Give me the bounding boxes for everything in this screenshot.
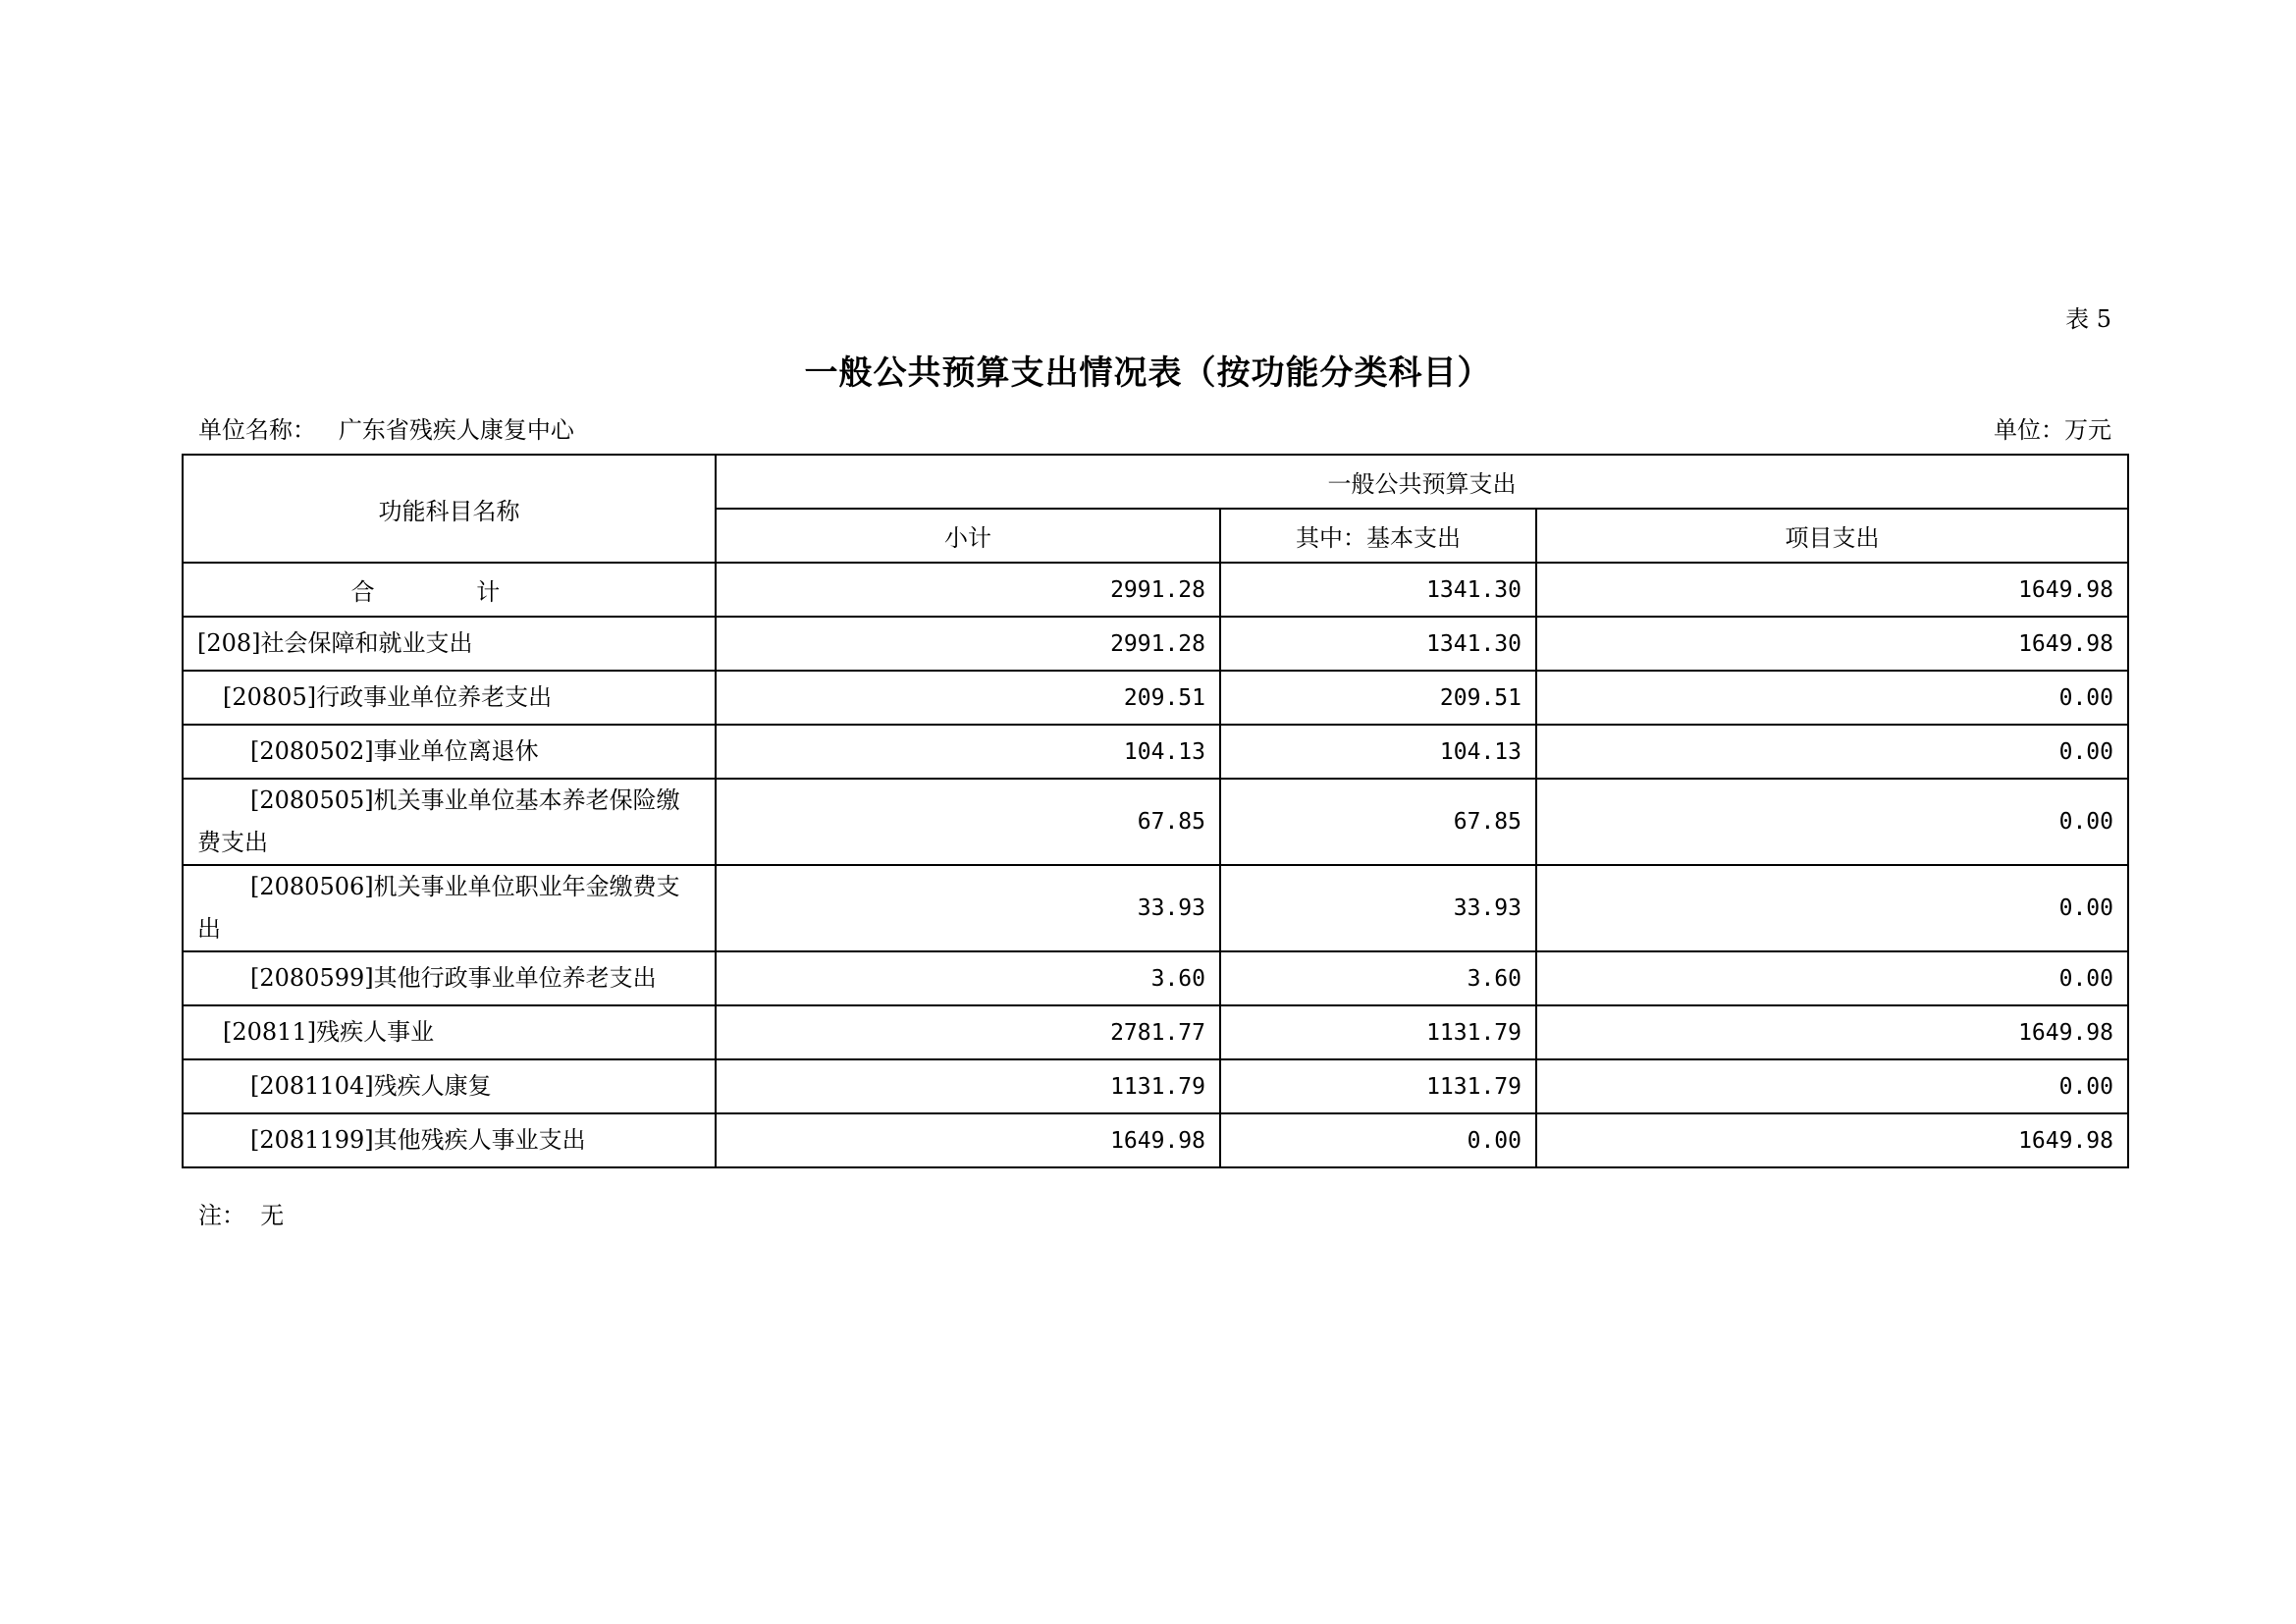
row-subtotal: 2991.28 (716, 563, 1220, 617)
row-project: 1649.98 (1536, 1113, 2128, 1167)
row-subtotal: 67.85 (716, 779, 1220, 865)
table-row (183, 779, 2128, 865)
row-subtotal: 104.13 (716, 725, 1220, 779)
row-project: 0.00 (1536, 865, 2128, 951)
row-name: [2080502]事业单位离退休 (183, 725, 716, 779)
table-row (183, 1005, 2128, 1059)
page-title: 一般公共预算支出情况表（按功能分类科目） (804, 353, 1492, 393)
budget-table (182, 454, 2129, 1168)
row-project: 0.00 (1536, 1059, 2128, 1113)
table-row (183, 671, 2128, 725)
row-basic: 3.60 (1220, 951, 1536, 1005)
row-subtotal: 2781.77 (716, 1005, 1220, 1059)
table-row (183, 1059, 2128, 1113)
row-subtotal: 1649.98 (716, 1113, 1220, 1167)
row-name: [2081104]残疾人康复 (183, 1059, 716, 1113)
table-row (183, 865, 2128, 951)
table-row (183, 951, 2128, 1005)
table-row (183, 1113, 2128, 1167)
row-basic: 1341.30 (1220, 617, 1536, 671)
header-project: 项目支出 (1536, 509, 2128, 563)
unit-label: 单位：万元 (1994, 416, 2111, 444)
row-basic: 1131.79 (1220, 1059, 1536, 1113)
row-subtotal: 1131.79 (716, 1059, 1220, 1113)
table-row (183, 725, 2128, 779)
unit-name-value: 广东省残疾人康复中心 (338, 416, 574, 444)
table-row (183, 563, 2128, 617)
row-basic: 1341.30 (1220, 563, 1536, 617)
header-budget-group: 一般公共预算支出 (716, 455, 2128, 509)
row-name: [208]社会保障和就业支出 (183, 617, 716, 671)
row-subtotal: 209.51 (716, 671, 1220, 725)
unit-name-label: 单位名称： (198, 416, 316, 444)
unit-name-line (198, 410, 574, 445)
table-row (183, 617, 2128, 671)
row-name: 合 计 (183, 563, 716, 617)
footnote (198, 1196, 284, 1230)
row-name: [2080506]机关事业单位职业年金缴费支出 (183, 865, 716, 951)
row-basic: 209.51 (1220, 671, 1536, 725)
row-project: 1649.98 (1536, 1005, 2128, 1059)
row-name: [2080505]机关事业单位基本养老保险缴费支出 (183, 779, 716, 865)
table-number: 表 5 (2065, 305, 2111, 333)
row-project: 1649.98 (1536, 617, 2128, 671)
row-project: 0.00 (1536, 779, 2128, 865)
header-subtotal: 小计 (716, 509, 1220, 563)
row-project: 1649.98 (1536, 563, 2128, 617)
row-name: [20805]行政事业单位养老支出 (183, 671, 716, 725)
row-project: 0.00 (1536, 951, 2128, 1005)
note-label: 注： (198, 1202, 245, 1229)
row-project: 0.00 (1536, 725, 2128, 779)
row-basic: 1131.79 (1220, 1005, 1536, 1059)
row-subtotal: 2991.28 (716, 617, 1220, 671)
note-value: 无 (260, 1202, 285, 1229)
row-basic: 33.93 (1220, 865, 1536, 951)
row-name: [2081199]其他残疾人事业支出 (183, 1113, 716, 1167)
row-name: [2080599]其他行政事业单位养老支出 (183, 951, 716, 1005)
row-basic: 104.13 (1220, 725, 1536, 779)
row-basic: 67.85 (1220, 779, 1536, 865)
row-basic: 0.00 (1220, 1113, 1536, 1167)
header-function-name: 功能科目名称 (183, 455, 716, 563)
row-subtotal: 33.93 (716, 865, 1220, 951)
row-subtotal: 3.60 (716, 951, 1220, 1005)
row-project: 0.00 (1536, 671, 2128, 725)
row-name: [20811]残疾人事业 (183, 1005, 716, 1059)
header-basic: 其中：基本支出 (1220, 509, 1536, 563)
